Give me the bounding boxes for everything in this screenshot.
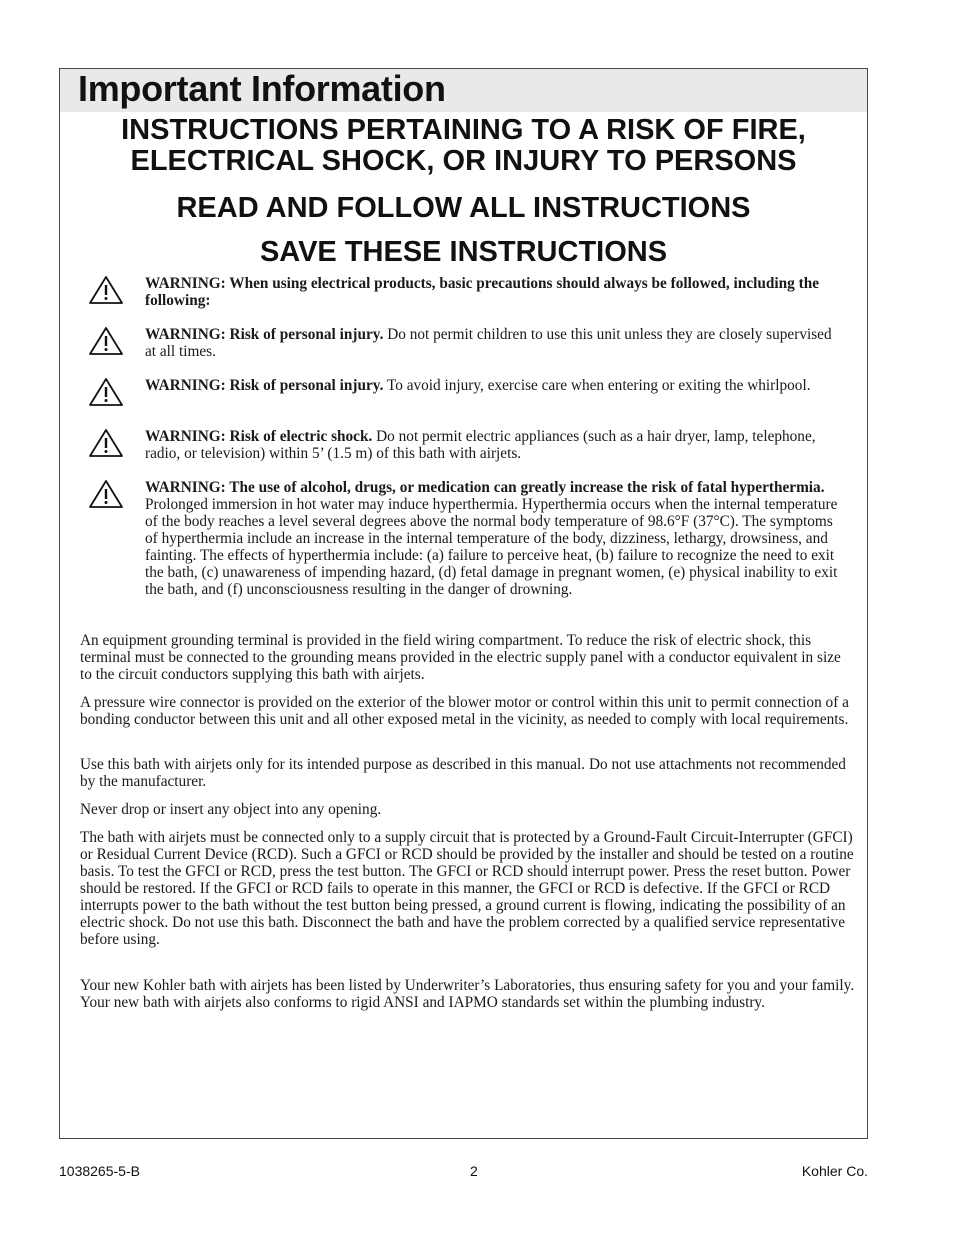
warning-text [145,428,845,462]
warning-text [145,479,845,598]
page-title: Important Information [78,68,446,109]
warning-text [145,377,845,394]
warning-body: Prolonged immersion in hot water may induce hyperthermia. Hyperthermia occurs when the internal temperature of the body reaches a level several degrees above the normal body temperature of 98.6°F (37°C). The symptoms of hyperthermia include an increase in the internal temperature of the body, dizziness, lethargy, drowsiness, and fainting. The effects of hyperthermia include: (a) failure to perceive heat, (b) failure to recognize the need to exit the bath, (c) unawareness of impending hazard, (d) fetal damage in pregnant women, (e) physical inability to exit the bath, and (f) unconsciousness resulting in the danger of drowning. [145,496,838,598]
document-number: 1038265-5-B [59,1163,140,1179]
content-frame [59,68,868,1139]
read-instructions-headline: READ AND FOLLOW ALL INSTRUCTIONS [176,192,751,224]
warning-triangle-icon [88,275,124,305]
gfci-paragraph: The bath with airjets must be connected only to a supply circuit that is protected by a Ground-Fault Circuit-Interrupter (GFCI) or Residual Current Device (RCD). Such a GFCI or RCD should be provided by the installer and should be tested on a routine basis. To test the GFCI or RCD, press the test button. The GFCI or RCD should interrupt power. Press the reset button. Power should be restored. If the GFCI or RCD fails to operate in this manner, the GFCI or RCD is defective. If the GFCI or RCD interrupts power to the bath without the test button being pressed, a ground current is flowing, indicating the possibility of an electric shock. Do not use this bath. Disconnect the bath and have the problem corrected by a qualified service representative before using. [80,829,854,948]
listing-paragraph: Your new Kohler bath with airjets has been listed by Underwriter’s Laboratories, thus ensuring safety for you and your family. Your new bath with airjets also conforms to rigid ANSI and IAPMO standards set within the plumbing industry. [80,977,855,1011]
opening-paragraph: Never drop or insert any object into any opening. [80,801,382,818]
warning-triangle-icon [88,428,124,458]
warning-text [145,326,845,360]
warning-body: Do not permit children to use this unit unless they are closely supervised at all times. [145,326,832,360]
warning-label: WARNING: Risk of electric shock. [145,428,373,445]
warning-body: Do not permit electric appliances (such as a hair dryer, lamp, telephone, radio, or television) within 5’ (1.5 m) of this bath with airjets. [145,428,816,462]
warning-label: WARNING: Risk of personal injury. [145,377,384,394]
warning-body: To avoid injury, exercise care when entering or exiting the whirlpool. [383,377,811,394]
warning-triangle-icon [88,326,124,356]
save-instructions-headline: SAVE THESE INSTRUCTIONS [259,236,668,268]
grounding-paragraph: An equipment grounding terminal is provided in the field wiring compartment. To reduce the risk of electric shock, this terminal must be connected to the grounding means provided in the electric supply panel with a conductor equivalent in size to the circuit conductors supplying this bath with airjets. [80,632,841,683]
warning-triangle-icon [88,377,124,407]
intended-use-paragraph: Use this bath with airjets only for its intended purpose as described in this manual. Do not use attachments not recommended by the manufacturer. [80,756,846,790]
warning-label: WARNING: Risk of personal injury. [145,326,384,343]
warning-label: WARNING: The use of alcohol, drugs, or medication can greatly increase the risk of fatal hyperthermia. [145,479,825,496]
page-number: 2 [470,1163,478,1179]
bonding-paragraph: A pressure wire connector is provided on the exterior of the blower motor or control within this unit to permit connection of a bonding conductor between this unit and all other exposed metal in the vicinity, as needed to comply with local requirements. [80,694,849,728]
company-name: Kohler Co. [801,1163,868,1179]
warning-triangle-icon [88,479,124,509]
title-bar [60,69,867,112]
warning-text [145,275,845,309]
risk-headline: INSTRUCTIONS PERTAINING TO A RISK OF FIRE, ELECTRICAL SHOCK, OR INJURY TO PERSONS [121,114,806,177]
warning-label: WARNING: When using electrical products, basic precautions should always be followed, including the following: [145,275,819,309]
